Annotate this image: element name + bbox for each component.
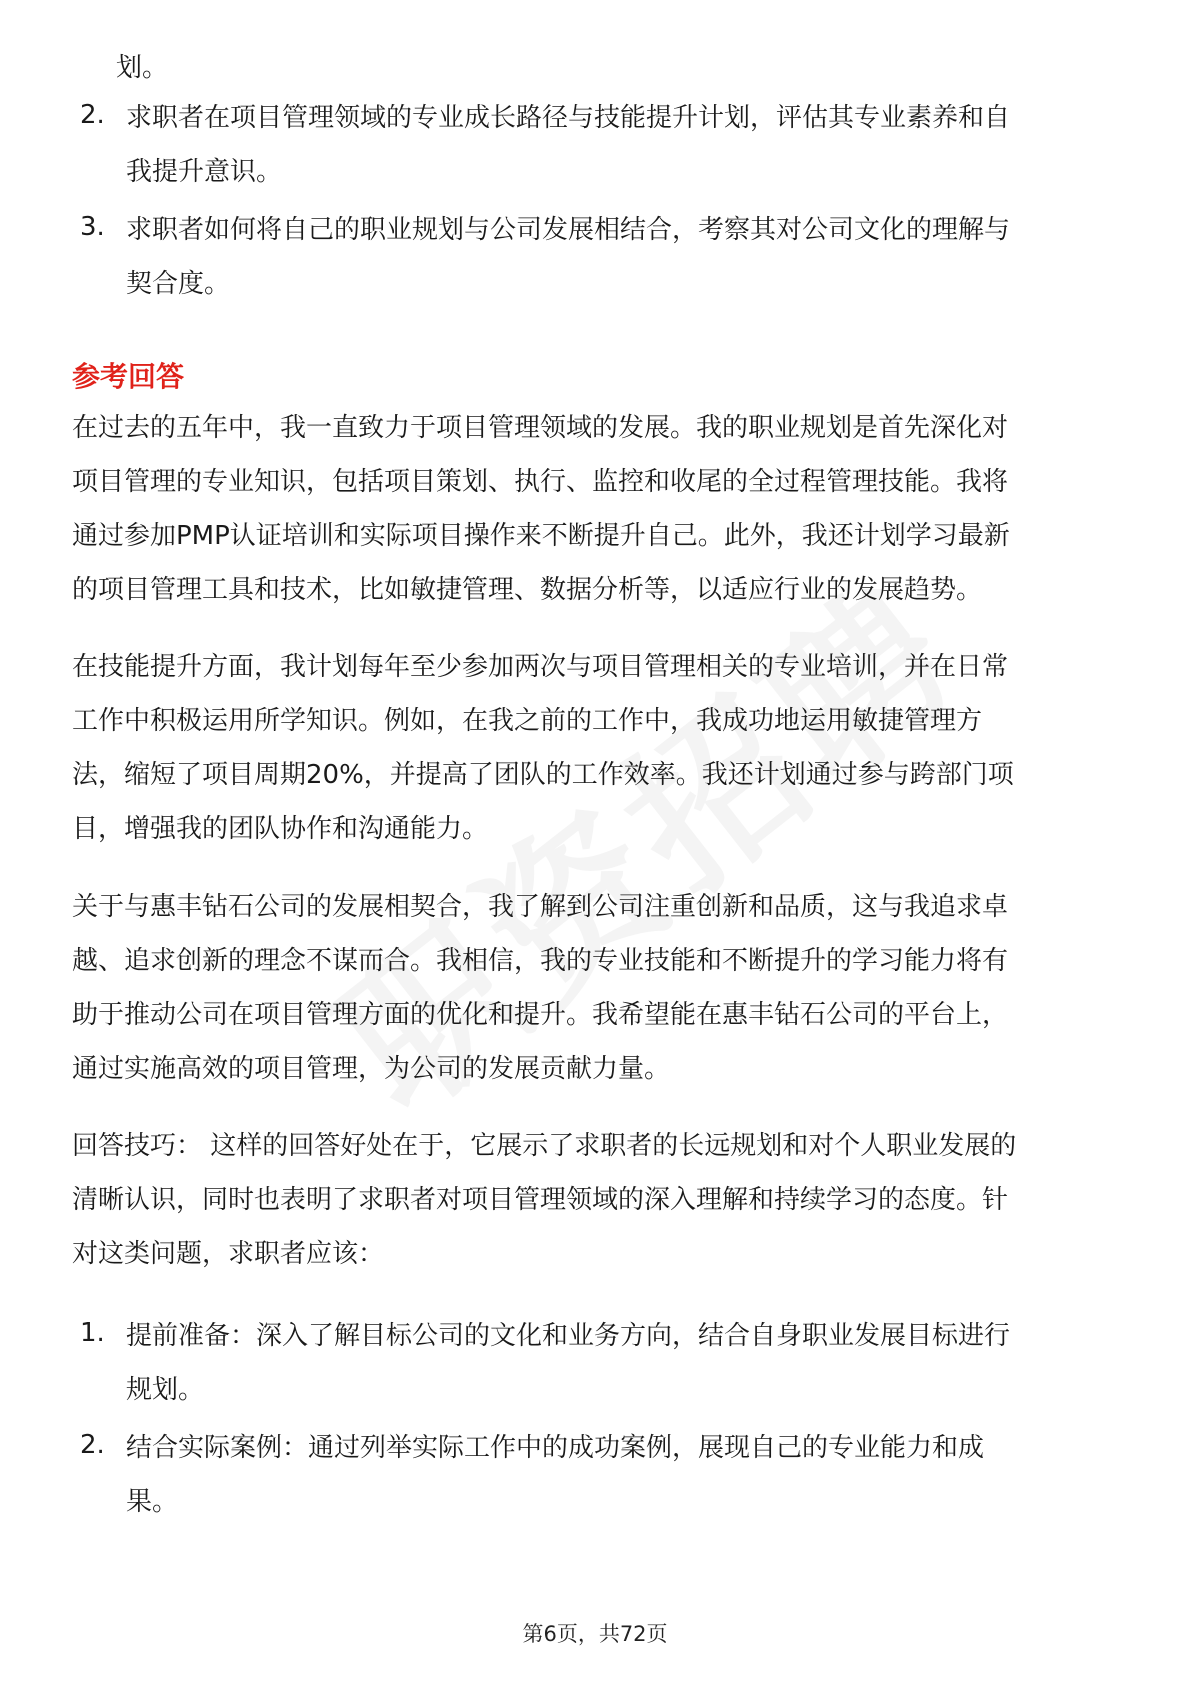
paragraph: 在技能提升方面，我计划每年至少参加两次与项目管理相关的专业培训，并在日常 工作中积极运用所学知识。例如，在我之前的工作中，我成功地运用敏捷管理方 法，缩短了项目周期20%，并提高了团队的工作效率。我还计划通过参与跨部门项 目，增强我的团队协作和沟通能力。 <box>72 652 1014 844</box>
list-item: 2. 求职者在项目管理领域的专业成长路径与技能提升计划，评估其专业素养和自 我提升意识。 <box>80 100 1011 187</box>
list-number: 2. <box>80 100 105 130</box>
page-footer: 第6页，共72页 <box>522 1622 668 1646</box>
answer-tips-paragraph: 回答技巧： 这样的回答好处在于，它展示了求职者的长远规划和对个人职业发展的 清晰认识，同时也表明了求职者对项目管理领域的深入理解和持续学习的态度。针 对这类问题，求职者应该： <box>72 1131 1017 1269</box>
list-item: 1. 提前准备：深入了解目标公司的文化和业务方向，结合自身职业发展目标进行 规划。 <box>80 1318 1011 1405</box>
section-heading: 参考回答 <box>72 360 185 393</box>
paragraph: 关于与惠丰钻石公司的发展相契合，我了解到公司注重创新和品质，这与我追求卓 越、追求创新的理念不谋而合。我相信，我的专业技能和不断提升的学习能力将有 助于推动公司在项目管理方面的优化和提升。我希望能在惠丰钻石公司的平台上， 通过实施高效的项目管理，为公司的发展贡献力量。 <box>72 892 1009 1084</box>
list-item: 3. 求职者如何将自己的职业规划与公司发展相结合，考察其对公司文化的理解与 契合度。 <box>80 212 1011 299</box>
list-number: 3. <box>80 212 105 242</box>
list-item: 2. 结合实际案例：通过列举实际工作中的成功案例，展现自己的专业能力和成 果。 <box>80 1430 985 1517</box>
intro-list <box>80 100 1120 302</box>
tips-list <box>80 1318 1120 1520</box>
list-number: 1. <box>80 1318 105 1348</box>
continuation-line: 划。 <box>116 53 169 83</box>
list-number: 2. <box>80 1430 105 1460</box>
paragraph: 在过去的五年中，我一直致力于项目管理领域的发展。我的职业规划是首先深化对 项目管理的专业知识，包括项目策划、执行、监控和收尾的全过程管理技能。我将 通过参加PMP认证培训和实际项目操作来不断提升自己。此外，我还计划学习最新 的项目管理工具和技术，比如敏捷管理、数据分析等，以适应行业的发展趋势。 <box>72 413 1010 605</box>
